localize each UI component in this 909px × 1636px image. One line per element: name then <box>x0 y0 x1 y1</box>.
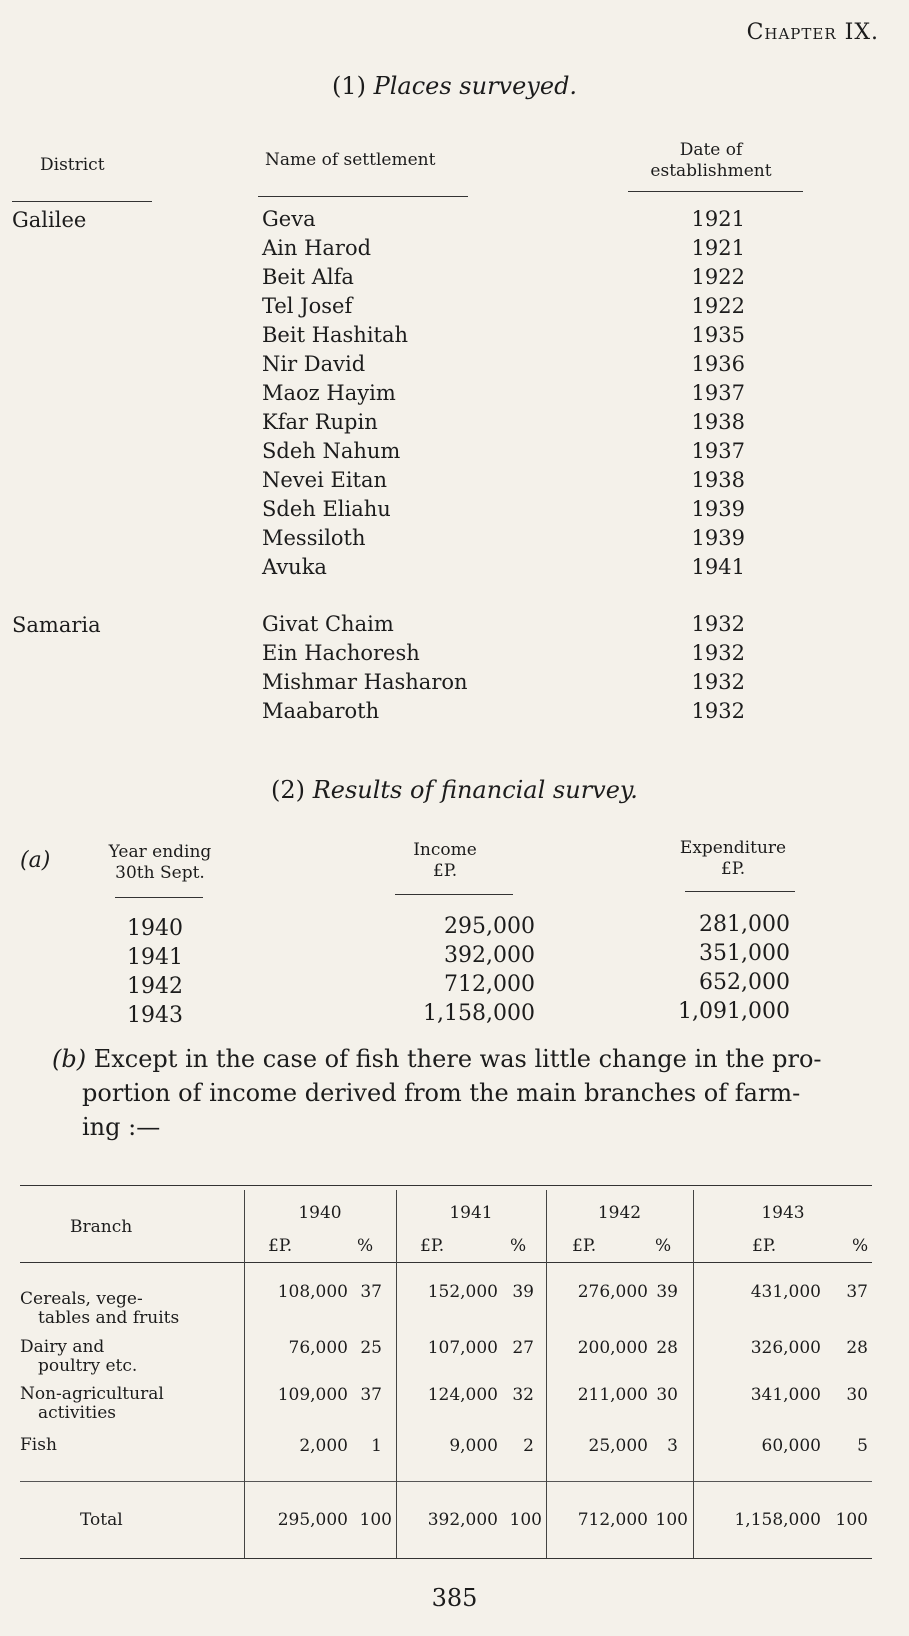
branch-label <box>20 1290 179 1328</box>
cell-pct: 37 <box>360 1385 382 1405</box>
settlement-name: Beit Alfa <box>262 265 354 289</box>
col-header-branch: Branch <box>70 1217 133 1237</box>
fin-year: 1940 <box>127 916 183 941</box>
places-title <box>0 72 909 100</box>
branch-label <box>20 1338 137 1376</box>
district-samaria: Samaria <box>12 613 101 637</box>
establishment-year: 1939 <box>691 497 745 521</box>
cell-amount: 25,000 <box>588 1436 648 1456</box>
settlement-name: Avuka <box>262 555 327 579</box>
cell-pct: 30 <box>846 1385 868 1405</box>
fin-income: 712,000 <box>444 972 535 997</box>
total-amount: 712,000 <box>577 1510 648 1530</box>
col-header-year-ending <box>85 842 235 884</box>
establishment-year: 1937 <box>691 439 745 463</box>
table-total-rule <box>20 1481 872 1482</box>
settlement-name: Nir David <box>262 352 366 376</box>
financial-title <box>0 776 909 804</box>
fin-income-column <box>375 912 535 1028</box>
year-list-galilee <box>660 205 745 582</box>
cell-pct: 1 <box>371 1436 382 1456</box>
unit-header: £P. <box>420 1236 445 1256</box>
cell-amount: 9,000 <box>449 1436 498 1456</box>
cell-pct: 3 <box>667 1436 678 1456</box>
table-col-divider-3 <box>546 1190 547 1558</box>
col-header-exp-line1: Expenditure <box>679 838 787 858</box>
fin-expenditure-column <box>640 910 790 1026</box>
fin-year: 1941 <box>127 945 183 970</box>
col-header-exp-line2: £P. <box>720 859 746 879</box>
total-pct: 100 <box>655 1510 688 1530</box>
cell-amount: 107,000 <box>427 1338 498 1358</box>
page-number: 385 <box>431 1584 478 1612</box>
col-header-income <box>370 840 520 882</box>
paragraph-b-line1: Except in the case of fish there was little change in the pro- <box>93 1045 822 1073</box>
establishment-year: 1921 <box>691 236 745 260</box>
pct-header: % <box>510 1236 527 1256</box>
table-col-divider-2 <box>396 1190 397 1558</box>
cell-pct: 27 <box>512 1338 534 1358</box>
header-rule-year <box>115 897 203 898</box>
settlement-name: Ein Hachoresh <box>262 641 420 665</box>
branch-label-line1: Dairy and <box>20 1337 105 1357</box>
settlement-name: Mishmar Hasharon <box>262 670 468 694</box>
total-label: Total <box>80 1510 123 1530</box>
establishment-year: 1922 <box>691 265 745 289</box>
year-header: 1941 <box>449 1203 493 1223</box>
cell-pct: 25 <box>360 1338 382 1358</box>
paragraph-b-line3: ing :— <box>82 1113 161 1141</box>
total-amount: 295,000 <box>277 1510 348 1530</box>
establishment-year: 1922 <box>691 294 745 318</box>
paragraph-b <box>52 1042 822 1144</box>
establishment-year: 1938 <box>691 410 745 434</box>
settlement-name: Givat Chaim <box>262 612 394 636</box>
cell-amount: 211,000 <box>577 1385 648 1405</box>
col-header-date-line2: establishment <box>650 161 772 181</box>
fin-expenditure: 652,000 <box>699 970 790 995</box>
branch-label <box>20 1436 57 1455</box>
col-header-income-line1: Income <box>413 840 477 860</box>
fin-income: 1,158,000 <box>423 1001 535 1026</box>
settlement-name: Messiloth <box>262 526 366 550</box>
unit-header: £P. <box>268 1236 293 1256</box>
table-col-divider-4 <box>693 1190 694 1558</box>
header-rule-district <box>12 201 152 202</box>
cell-pct: 28 <box>846 1338 868 1358</box>
branch-label <box>20 1385 164 1423</box>
cell-pct: 39 <box>512 1282 534 1302</box>
cell-amount: 60,000 <box>761 1436 821 1456</box>
total-pct: 100 <box>835 1510 868 1530</box>
label-a: (a) <box>20 848 51 873</box>
branch-label-line2: tables and fruits <box>38 1308 180 1328</box>
cell-amount: 431,000 <box>750 1282 821 1302</box>
total-pct: 100 <box>509 1510 542 1530</box>
branch-label-line2: activities <box>38 1403 117 1423</box>
cell-pct: 5 <box>857 1436 868 1456</box>
cell-pct: 37 <box>360 1282 382 1302</box>
establishment-year: 1932 <box>691 612 745 636</box>
total-pct: 100 <box>359 1510 392 1530</box>
places-title-text: Places surveyed. <box>373 72 578 100</box>
settlement-name: Ain Harod <box>262 236 372 260</box>
col-header-income-line2: £P. <box>432 861 458 881</box>
cell-amount: 326,000 <box>750 1338 821 1358</box>
establishment-year: 1935 <box>691 323 745 347</box>
cell-amount: 2,000 <box>299 1436 348 1456</box>
fin-expenditure: 281,000 <box>699 912 790 937</box>
pct-header: % <box>852 1236 869 1256</box>
year-list-samaria <box>660 610 745 726</box>
cell-amount: 109,000 <box>277 1385 348 1405</box>
col-header-settlement: Name of settlement <box>265 150 436 170</box>
cell-pct: 37 <box>846 1282 868 1302</box>
col-header-year-line2: 30th Sept. <box>115 863 205 883</box>
settlement-name: Nevei Eitan <box>262 468 388 492</box>
settlement-name: Tel Josef <box>262 294 353 318</box>
cell-amount: 76,000 <box>288 1338 348 1358</box>
financial-title-number: (2) <box>271 776 306 804</box>
cell-amount: 152,000 <box>427 1282 498 1302</box>
fin-expenditure: 351,000 <box>699 941 790 966</box>
fin-expenditure: 1,091,000 <box>678 999 790 1024</box>
cell-amount: 200,000 <box>577 1338 648 1358</box>
paragraph-b-line2: portion of income derived from the main branches of farm- <box>82 1079 801 1107</box>
cell-pct: 32 <box>512 1385 534 1405</box>
settlement-name: Maabaroth <box>262 699 380 723</box>
fin-year: 1942 <box>127 974 183 999</box>
year-header: 1942 <box>597 1203 642 1223</box>
table-bottom-rule <box>20 1558 872 1559</box>
cell-pct: 28 <box>656 1338 678 1358</box>
places-title-number: (1) <box>331 72 366 100</box>
cell-amount: 108,000 <box>277 1282 348 1302</box>
fin-years-column <box>90 914 220 1030</box>
header-rule-income <box>395 894 513 895</box>
establishment-year: 1921 <box>691 207 745 231</box>
establishment-year: 1937 <box>691 381 745 405</box>
table-top-rule <box>20 1185 872 1186</box>
establishment-year: 1941 <box>691 555 745 579</box>
header-rule-expenditure <box>685 891 795 892</box>
branch-label-line2: poultry etc. <box>38 1356 138 1376</box>
pct-header: % <box>357 1236 374 1256</box>
header-rule-date <box>628 191 803 192</box>
pct-header: % <box>655 1236 672 1256</box>
settlement-list-samaria <box>262 610 468 726</box>
year-header: 1943 <box>761 1203 805 1223</box>
district-galilee: Galilee <box>12 208 87 232</box>
col-header-date-line1: Date of <box>679 140 743 160</box>
unit-header: £P. <box>752 1236 777 1256</box>
establishment-year: 1932 <box>691 641 745 665</box>
header-rule-settlement <box>258 196 468 197</box>
table-col-divider-1 <box>244 1190 245 1558</box>
total-amount: 392,000 <box>427 1510 498 1530</box>
cell-amount: 276,000 <box>577 1282 648 1302</box>
cell-amount: 124,000 <box>427 1385 498 1405</box>
cell-pct: 30 <box>656 1385 678 1405</box>
settlement-name: Sdeh Eliahu <box>262 497 391 521</box>
cell-amount: 341,000 <box>750 1385 821 1405</box>
establishment-year: 1932 <box>691 670 745 694</box>
establishment-year: 1939 <box>691 526 745 550</box>
settlement-name: Beit Hashitah <box>262 323 409 347</box>
settlement-name: Sdeh Nahum <box>262 439 401 463</box>
chapter-heading: Chapter IX. <box>746 20 879 45</box>
fin-income: 295,000 <box>444 914 535 939</box>
col-header-district: District <box>40 155 105 175</box>
fin-income: 392,000 <box>444 943 535 968</box>
establishment-year: 1938 <box>691 468 745 492</box>
col-header-year-line1: Year ending <box>108 842 212 862</box>
col-header-expenditure <box>658 838 808 880</box>
branch-label-line1: Non-agricultural <box>20 1384 164 1404</box>
cell-pct: 2 <box>523 1436 534 1456</box>
fin-year: 1943 <box>127 1003 183 1028</box>
year-header: 1940 <box>298 1203 342 1223</box>
settlement-name: Geva <box>262 207 316 231</box>
establishment-year: 1932 <box>691 699 745 723</box>
settlement-list-galilee <box>262 205 408 582</box>
total-amount: 1,158,000 <box>734 1510 821 1530</box>
label-b: (b) <box>52 1045 87 1073</box>
col-header-date <box>636 140 786 182</box>
settlement-name: Maoz Hayim <box>262 381 396 405</box>
branch-label-line1: Cereals, vege- <box>20 1289 143 1309</box>
branch-label-line1: Fish <box>20 1435 57 1455</box>
establishment-year: 1936 <box>691 352 745 376</box>
cell-pct: 39 <box>656 1282 678 1302</box>
financial-title-text: Results of financial survey. <box>312 776 638 804</box>
settlement-name: Kfar Rupin <box>262 410 378 434</box>
unit-header: £P. <box>572 1236 597 1256</box>
table-header-rule <box>20 1262 872 1263</box>
